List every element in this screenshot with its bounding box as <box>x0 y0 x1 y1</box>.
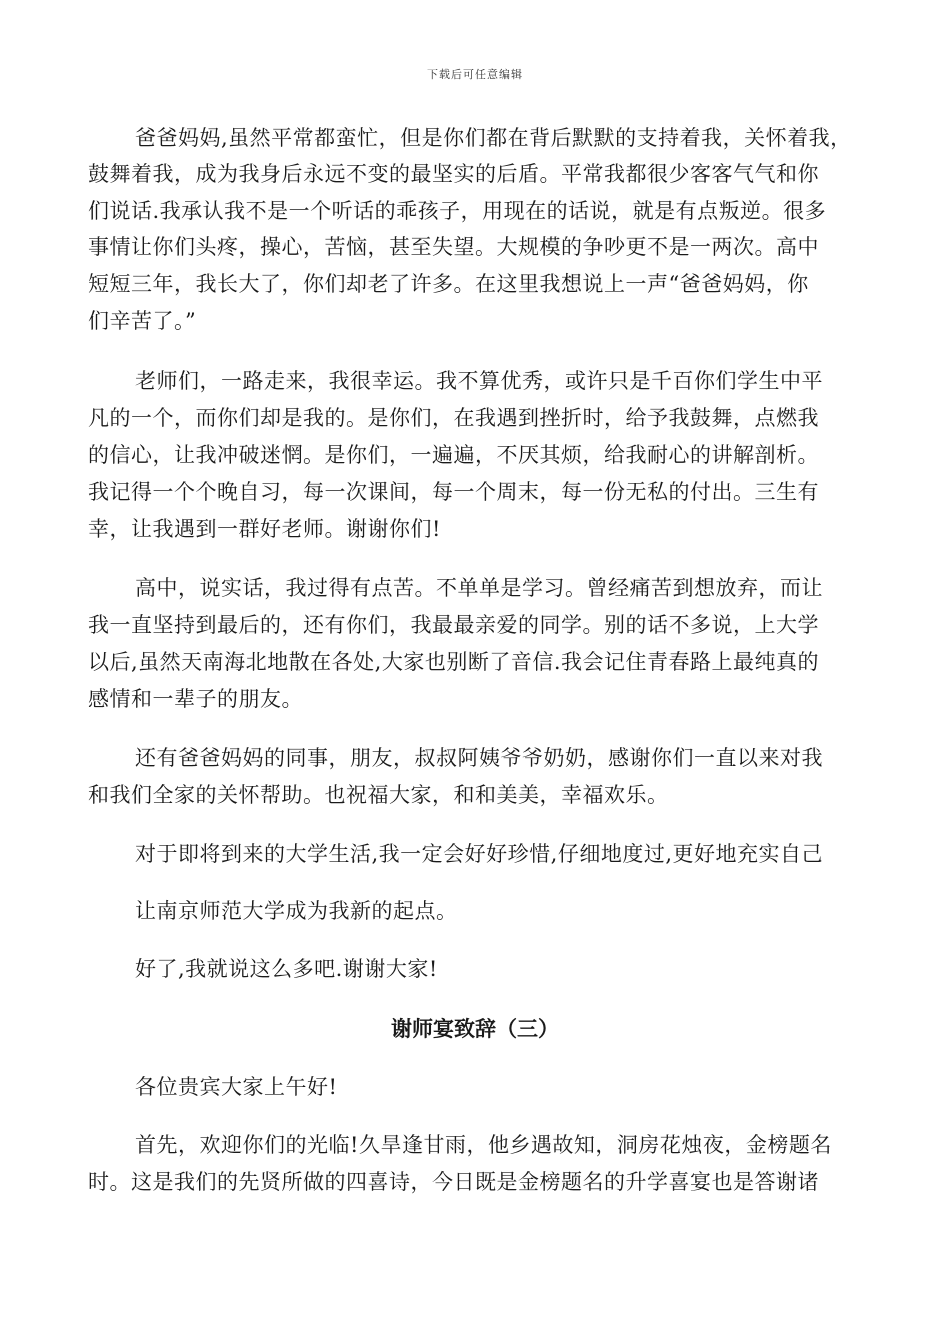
paragraph-line: 们说话.我承认我不是一个听话的乖孩子，用现在的话说，就是有点叛逆。很多 <box>88 199 827 223</box>
paragraph-line: 首先，欢迎你们的光临!久旱逢甘雨，他乡遇故知，洞房花烛夜，金榜题名 <box>135 1133 832 1157</box>
paragraph-line: 我记得一个个晚自习，每一次课间，每一个周末，每一份无私的付出。三生有 <box>88 480 819 504</box>
paragraph-line: 老师们，一路走来，我很幸运。我不算优秀，或许只是千百你们学生中平 <box>135 369 823 393</box>
paragraph-line: 短短三年，我长大了，你们却老了许多。在这里我想说上一声“爸爸妈妈，你 <box>88 272 809 296</box>
paragraph-line: 我一直坚持到最后的，还有你们，我最最亲爱的同学。别的话不多说，上大学 <box>88 613 819 637</box>
paragraph-line: 幸，让我遇到一群好老师。谢谢你们! <box>88 517 441 541</box>
paragraph-line: 感情和一辈子的朋友。 <box>88 687 303 711</box>
paragraph-line: 让南京师范大学成为我新的起点。 <box>135 899 458 923</box>
paragraph-line: 还有爸爸妈妈的同事，朋友，叔叔阿姨爷爷奶奶，感谢你们一直以来对我 <box>135 746 823 770</box>
paragraph-line: 鼓舞着我，成为我身后永远不变的最坚实的后盾。平常我都很少客客气气和你 <box>88 162 819 186</box>
paragraph-line: 好了,我就说这么多吧.谢谢大家! <box>135 957 438 981</box>
paragraph-line: 时。这是我们的先贤所做的四喜诗，今日既是金榜题名的升学喜宴也是答谢诸 <box>88 1170 819 1194</box>
paragraph-line: 事情让你们头疼，操心，苦恼，甚至失望。大规模的争吵更不是一两次。高中 <box>88 235 819 259</box>
paragraph-line: 凡的一个，而你们却是我的。是你们，在我遇到挫折时，给予我鼓舞，点燃我 <box>88 406 819 430</box>
paragraph-line: 以后,虽然天南海北地散在各处,大家也别断了音信.我会记住青春路上最纯真的 <box>88 650 820 674</box>
paragraph-line: 们辛苦了。” <box>88 309 197 333</box>
paragraph-line: 高中，说实话，我过得有点苦。不单单是学习。曾经痛苦到想放弃，而让 <box>135 576 823 600</box>
paragraph-line: 爸爸妈妈,虽然平常都蛮忙，但是你们都在背后默默的支持着我，关怀着我， <box>135 126 852 150</box>
paragraph-line: 各位贵宾大家上午好! <box>135 1075 338 1099</box>
paragraph-line: 的信心，让我冲破迷惘。是你们，一遍遍，不厌其烦，给我耐心的讲解剖析。 <box>88 443 819 467</box>
section-title: 谢师宴致辞（三） <box>391 1016 559 1041</box>
paragraph-line: 对于即将到来的大学生活,我一定会好好珍惜,仔细地度过,更好地充实自己 <box>135 842 824 866</box>
page-header: 下载后可任意编辑 <box>427 68 523 81</box>
paragraph-line: 和我们全家的关怀帮助。也祝福大家，和和美美，幸福欢乐。 <box>88 783 669 807</box>
